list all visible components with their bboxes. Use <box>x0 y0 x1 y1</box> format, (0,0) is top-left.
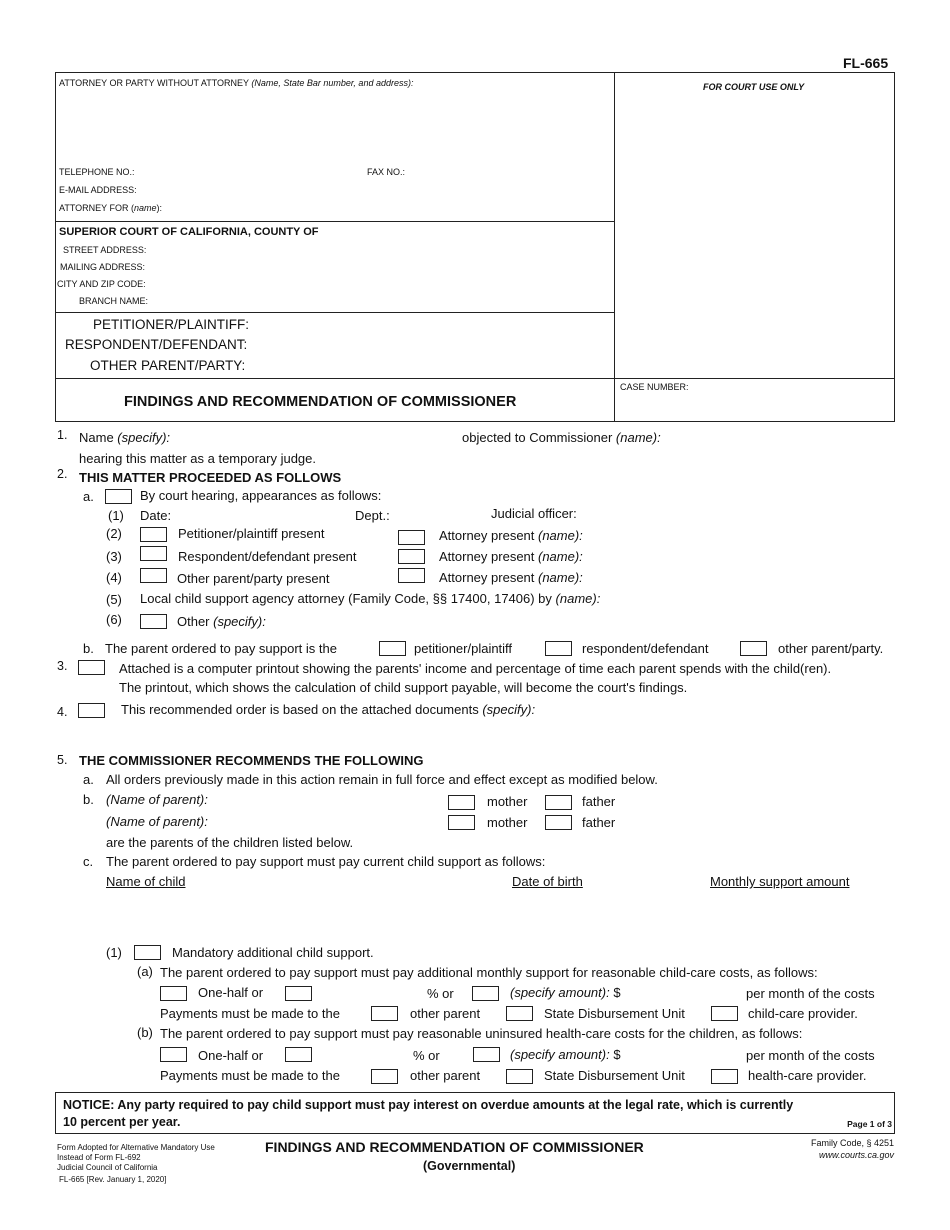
parent-1-father-checkbox[interactable] <box>545 795 572 810</box>
footer-revision: FL-665 [Rev. January 1, 2020] <box>59 1175 167 1184</box>
parent-1-name-label[interactable]: (Name of parent): <box>106 792 208 807</box>
attorney-label: ATTORNEY OR PARTY WITHOUT ATTORNEY (Name, State Bar number, and address): <box>59 78 414 88</box>
parent-1-mother-checkbox[interactable] <box>448 795 475 810</box>
column-name-of-child: Name of child <box>106 874 186 889</box>
childcare-sdu-checkbox[interactable] <box>506 1006 533 1021</box>
divider <box>55 312 615 313</box>
other-appearance-checkbox[interactable] <box>140 614 167 629</box>
health-percent-checkbox[interactable] <box>285 1047 312 1062</box>
branch-name-label[interactable]: BRANCH NAME: <box>79 296 149 306</box>
petitioner-present-checkbox[interactable] <box>140 527 167 542</box>
lcsa-attorney-label[interactable]: Local child support agency attorney (Family Code, §§ 17400, 17406) by (name): <box>140 591 601 606</box>
health-one-half-label: One-half or <box>198 1048 264 1063</box>
item-1-objected[interactable]: objected to Commissioner (name): <box>462 430 661 445</box>
item-2a1-number: (1) <box>108 508 124 523</box>
childcare-per-month: per month of the costs <box>746 986 875 1001</box>
childcare-payments-text: Payments must be made to the <box>160 1006 340 1021</box>
item-2a3-number: (3) <box>106 549 122 564</box>
health-sdu-checkbox[interactable] <box>506 1069 533 1084</box>
childcare-other-parent-checkbox[interactable] <box>371 1006 398 1021</box>
court-hearing-checkbox[interactable] <box>105 489 132 504</box>
other-parent-attorney-label[interactable]: Attorney present (name): <box>439 570 583 585</box>
item-2a2-number: (2) <box>106 526 122 541</box>
item-2-number: 2. <box>57 467 68 481</box>
other-appearance-label[interactable]: Other (specify): <box>177 614 266 629</box>
city-zip-label[interactable]: CITY AND ZIP CODE: <box>57 279 146 289</box>
form-number: FL-665 <box>843 55 889 71</box>
item-2a6-number: (6) <box>106 612 122 627</box>
telephone-label[interactable]: TELEPHONE NO.: <box>59 167 135 177</box>
childcare-provider-checkbox[interactable] <box>711 1006 738 1021</box>
item-2b-letter: b. <box>83 641 94 656</box>
health-per-month: per month of the costs <box>746 1048 875 1063</box>
petitioner-label[interactable]: PETITIONER/PLAINTIFF: <box>93 317 250 332</box>
other-parent-present-label: Other parent/party present <box>177 571 330 586</box>
childcare-other-parent-label: other parent <box>410 1006 481 1021</box>
item-1-name[interactable]: Name (specify): <box>79 430 171 445</box>
payor-other-parent-checkbox[interactable] <box>740 641 767 656</box>
health-care-text: The parent ordered to pay support must pay reasonable uninsured health-care costs for the children, as follows: <box>160 1026 803 1041</box>
other-parent-present-checkbox[interactable] <box>140 568 167 583</box>
payor-other-parent-label: other parent/party. <box>778 641 884 656</box>
item-5c-text: The parent ordered to pay support must pay current child support as follows: <box>106 854 546 869</box>
parent-2-mother-checkbox[interactable] <box>448 815 475 830</box>
item-3-line-2: The printout, which shows the calculation of child support payable, will become the court's findings. <box>119 680 688 695</box>
footer-adopted: Form Adopted for Alternative Mandatory Use <box>57 1143 215 1152</box>
dept-label[interactable]: Dept.: <box>355 508 390 523</box>
court-use-label: FOR COURT USE ONLY <box>703 82 805 92</box>
computer-printout-checkbox[interactable] <box>78 660 105 675</box>
respondent-label[interactable]: RESPONDENT/DEFENDANT: <box>65 337 248 352</box>
item-4-number: 4. <box>57 705 68 719</box>
notice-line-2: 10 percent per year. <box>63 1115 181 1129</box>
form-title: FINDINGS AND RECOMMENDATION OF COMMISSIONER <box>124 394 517 410</box>
item-5c-letter: c. <box>83 854 94 869</box>
mandatory-support-checkbox[interactable] <box>134 945 161 960</box>
health-percent-label: % or <box>413 1048 440 1063</box>
health-other-parent-label: other parent <box>410 1068 481 1083</box>
respondent-present-checkbox[interactable] <box>140 546 167 561</box>
health-amount-label[interactable]: (specify amount): $ <box>510 1047 621 1062</box>
judicial-officer-label[interactable]: Judicial officer: <box>491 506 577 521</box>
parent-1-father-label: father <box>582 794 616 809</box>
childcare-provider-label: child-care provider. <box>748 1006 858 1021</box>
childcare-one-half-checkbox[interactable] <box>160 986 187 1001</box>
parent-2-father-label: father <box>582 815 616 830</box>
health-sdu-label: State Disbursement Unit <box>544 1068 685 1083</box>
divider <box>55 378 895 379</box>
item-1-number: 1. <box>57 428 68 442</box>
footer-website[interactable]: www.courts.ca.gov <box>818 1150 894 1160</box>
item-3-line-1: Attached is a computer printout showing the parents' income and percentage of time each parent spends with the child(ren). <box>119 661 832 676</box>
health-provider-checkbox[interactable] <box>711 1069 738 1084</box>
street-address-label[interactable]: STREET ADDRESS: <box>63 245 147 255</box>
health-other-parent-checkbox[interactable] <box>371 1069 398 1084</box>
notice-box <box>55 1092 895 1134</box>
item-5a-text: All orders previously made in this action remain in full force and effect except as modified below. <box>106 772 658 787</box>
page-number: Page 1 of 3 <box>847 1119 892 1129</box>
health-one-half-checkbox[interactable] <box>160 1047 187 1062</box>
other-parent-label[interactable]: OTHER PARENT/PARTY: <box>90 358 246 373</box>
court-hearing-text: By court hearing, appearances as follows: <box>140 488 382 503</box>
column-monthly-support: Monthly support amount <box>710 874 850 889</box>
date-label[interactable]: Date: <box>140 508 172 523</box>
footer-title: FINDINGS AND RECOMMENDATION OF COMMISSIONER <box>265 1139 644 1155</box>
payor-respondent-label: respondent/defendant <box>582 641 709 656</box>
divider <box>55 221 615 222</box>
parent-1-mother-label: mother <box>487 794 528 809</box>
item-5c1-number: (1) <box>106 945 122 960</box>
footer-instead: Instead of Form FL-692 <box>57 1153 141 1162</box>
childcare-amount-checkbox[interactable] <box>472 986 499 1001</box>
childcare-amount-label[interactable]: (specify amount): $ <box>510 985 621 1000</box>
childcare-sdu-label: State Disbursement Unit <box>544 1006 685 1021</box>
are-parents-text: are the parents of the children listed below. <box>106 835 354 850</box>
item-2a4-number: (4) <box>106 570 122 585</box>
child-care-text: The parent ordered to pay support must pay additional monthly support for reasonable child-care costs, as follows: <box>160 965 818 980</box>
childcare-percent-label: % or <box>427 986 454 1001</box>
health-payments-text: Payments must be made to the <box>160 1068 340 1083</box>
item-a-number: (a) <box>137 964 153 979</box>
item-4-text[interactable]: This recommended order is based on the attached documents (specify): <box>121 702 536 717</box>
parent-2-mother-label: mother <box>487 815 528 830</box>
childcare-one-half-label: One-half or <box>198 985 264 1000</box>
petitioner-attorney-checkbox[interactable] <box>398 530 425 545</box>
mandatory-support-label: Mandatory additional child support. <box>172 945 374 960</box>
column-date-of-birth: Date of birth <box>512 874 583 889</box>
health-provider-label: health-care provider. <box>748 1068 867 1083</box>
parent-2-name-label[interactable]: (Name of parent): <box>106 814 208 829</box>
respondent-present-label: Respondent/defendant present <box>178 549 357 564</box>
parent-2-father-checkbox[interactable] <box>545 815 572 830</box>
item-5b-letter: b. <box>83 792 94 807</box>
item-3-number: 3. <box>57 659 68 673</box>
item-b-number: (b) <box>137 1025 153 1040</box>
item-2a-letter: a. <box>83 489 94 504</box>
petitioner-attorney-label[interactable]: Attorney present (name): <box>439 528 583 543</box>
footer-family-code: Family Code, § 4251 <box>810 1138 894 1148</box>
case-number-label[interactable]: CASE NUMBER: <box>620 382 689 392</box>
respondent-attorney-checkbox[interactable] <box>398 549 425 564</box>
item-1-hearing: hearing this matter as a temporary judge. <box>79 451 317 466</box>
footer-judicial-council: Judicial Council of California <box>57 1163 158 1172</box>
footer-subtitle: (Governmental) <box>423 1159 516 1173</box>
respondent-attorney-label[interactable]: Attorney present (name): <box>439 549 583 564</box>
email-label[interactable]: E-MAIL ADDRESS: <box>59 185 137 195</box>
fax-label[interactable]: FAX NO.: <box>367 167 406 177</box>
payor-petitioner-label: petitioner/plaintiff <box>414 641 513 656</box>
childcare-percent-checkbox[interactable] <box>285 986 312 1001</box>
divider <box>614 72 615 422</box>
petitioner-present-label: Petitioner/plaintiff present <box>178 526 325 541</box>
payor-respondent-checkbox[interactable] <box>545 641 572 656</box>
item-2b-text: The parent ordered to pay support is the <box>105 641 337 656</box>
health-amount-checkbox[interactable] <box>473 1047 500 1062</box>
item-5-number: 5. <box>57 753 68 767</box>
other-parent-attorney-checkbox[interactable] <box>398 568 425 583</box>
notice-line-1: NOTICE: Any party required to pay child support must pay interest on overdue amounts at the legal rate, which is currently <box>63 1098 794 1112</box>
item-2a5-number: (5) <box>106 592 122 607</box>
item-5-title: THE COMMISSIONER RECOMMENDS THE FOLLOWING <box>79 753 424 768</box>
payor-petitioner-checkbox[interactable] <box>379 641 406 656</box>
attorney-for-label[interactable]: ATTORNEY FOR (name): <box>59 203 163 213</box>
attached-documents-checkbox[interactable] <box>78 703 105 718</box>
item-5a-letter: a. <box>83 772 94 787</box>
mailing-address-label[interactable]: MAILING ADDRESS: <box>60 262 146 272</box>
court-title: SUPERIOR COURT OF CALIFORNIA, COUNTY OF <box>59 226 319 238</box>
item-2-title: THIS MATTER PROCEEDED AS FOLLOWS <box>79 470 342 485</box>
